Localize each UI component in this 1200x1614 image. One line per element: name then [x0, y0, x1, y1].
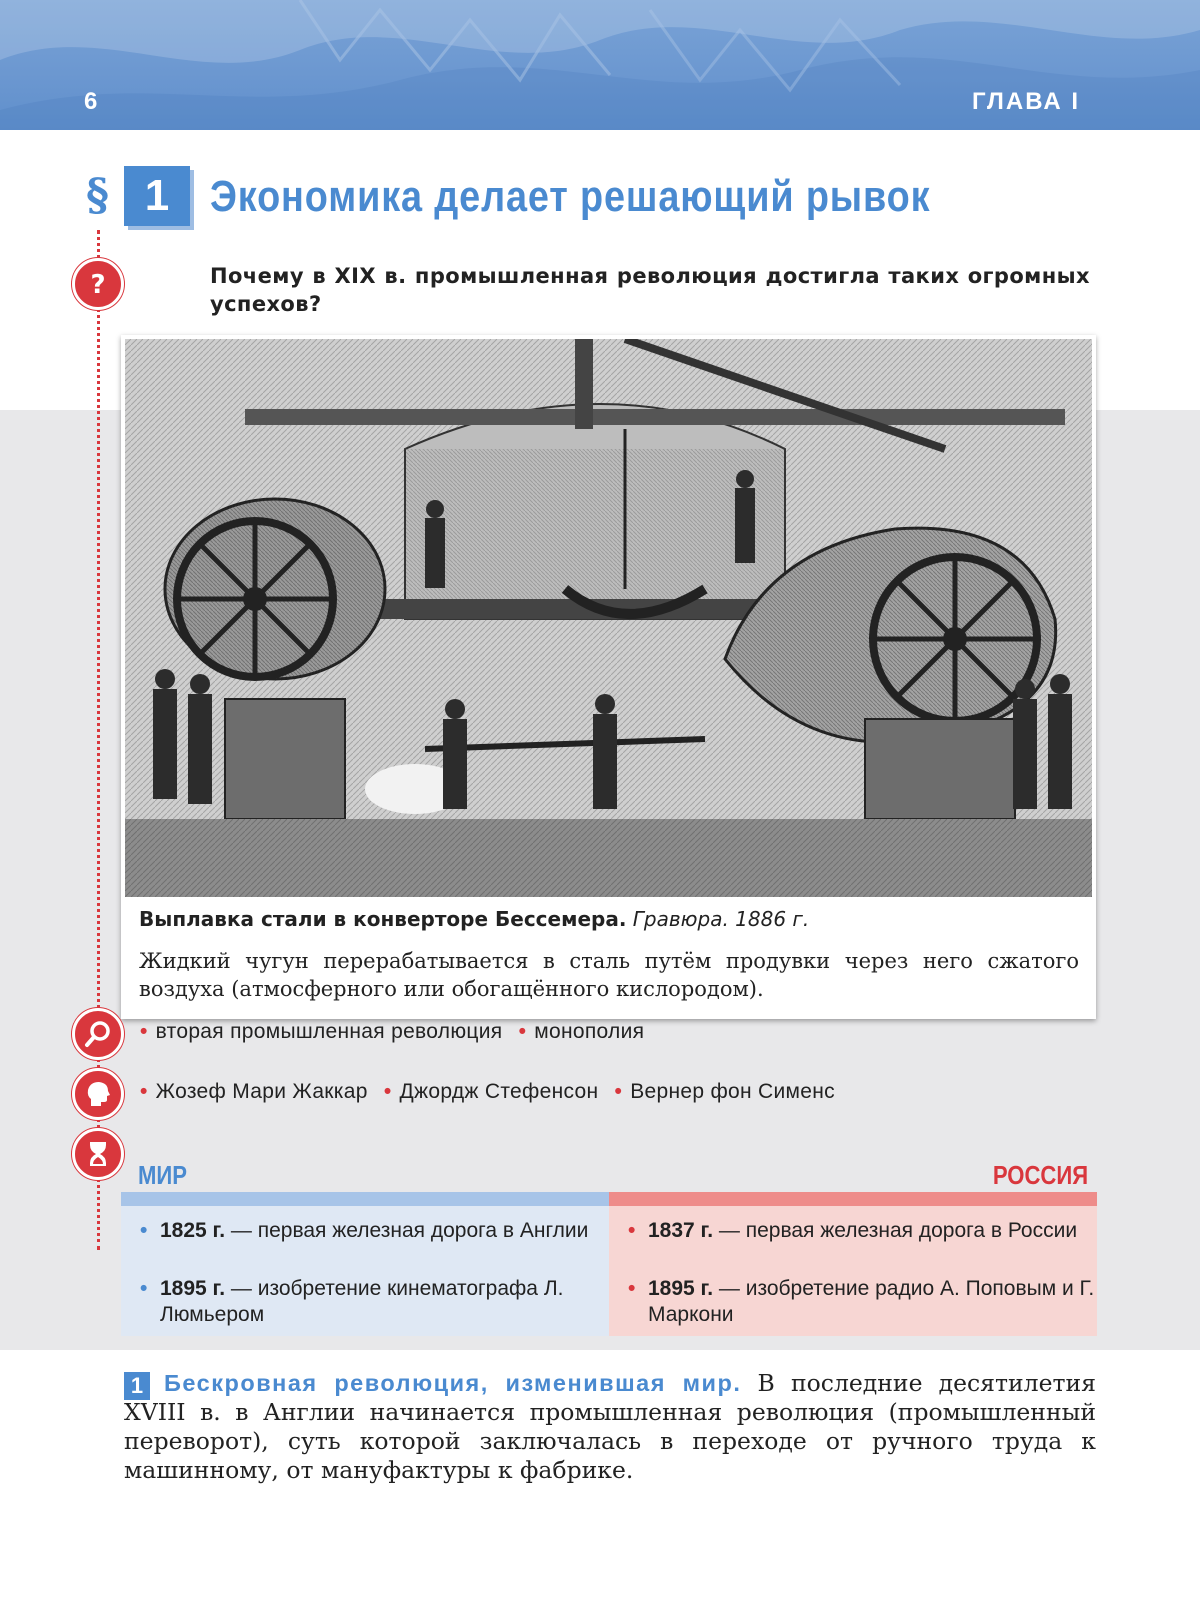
- bullet-dot: •: [140, 1219, 148, 1242]
- bullet-dot: •: [628, 1219, 636, 1242]
- figure-card: [121, 335, 1096, 1019]
- subsection-number: 1: [124, 1372, 150, 1400]
- lesson-question: Почему в XIX в. промышленная революция достигла таких огромных успехов?: [210, 264, 1090, 316]
- lesson-number: 1: [124, 166, 190, 226]
- bullet-dot: •: [614, 1080, 623, 1103]
- caption-meta: Гравюра. 1886 г.: [632, 907, 810, 931]
- timeline-year: 1895 г.: [648, 1277, 714, 1300]
- timeline-entry: [140, 1276, 620, 1328]
- section-sign: §: [86, 170, 110, 221]
- timeline-event: — первая железная дорога в Англии: [230, 1219, 589, 1242]
- bullet-dot: •: [383, 1080, 392, 1103]
- page-header: [0, 0, 1200, 130]
- chapter-label: ГЛАВА I: [972, 88, 1080, 115]
- timeline-event: — первая железная дорога в России: [718, 1219, 1078, 1242]
- body-text: В последние десятилетия XVIII в. в Англии начинается промышленная революция (промышленный переворот), суть которой заключалась в переходе от ручного труда к машинному, от мануфактуры к фабрике.: [124, 1369, 1096, 1484]
- timeline-world-label: МИР: [138, 1160, 188, 1190]
- figure-caption-title: [139, 907, 809, 931]
- bullet-dot: •: [140, 1080, 148, 1103]
- page-number: 6: [84, 88, 98, 115]
- caption-title-bold: Выплавка стали в конверторе Бессемера.: [139, 907, 627, 931]
- person-item: Вернер фон Сименс: [630, 1080, 835, 1103]
- body-paragraph: [124, 1369, 1096, 1485]
- bullet-dot: •: [518, 1020, 527, 1043]
- timeline-entry: [140, 1218, 620, 1244]
- timeline-year: 1837 г.: [648, 1219, 714, 1242]
- keyword-item: вторая промышленная революция: [155, 1020, 503, 1043]
- timeline-russia-bar: [609, 1192, 1097, 1206]
- timeline-event: — изобретение кинематографа Л. Люмьером: [160, 1277, 564, 1326]
- hourglass-icon: [72, 1128, 124, 1180]
- keyword-item: монополия: [534, 1020, 645, 1043]
- timeline-world-bar: [121, 1192, 609, 1206]
- head-profile-icon: [72, 1068, 124, 1120]
- timeline-event: — изобретение радио А. Поповым и Г. Маркони: [648, 1277, 1095, 1326]
- timeline-year: 1825 г.: [160, 1219, 226, 1242]
- bullet-dot: •: [140, 1020, 148, 1043]
- subsection-heading: Бескровная революция, изменившая мир.: [164, 1370, 742, 1396]
- person-item: Джордж Стефенсон: [399, 1080, 599, 1103]
- keywords-list: [140, 1020, 654, 1044]
- magnifier-icon: [72, 1008, 124, 1060]
- person-item: Жозеф Мари Жаккар: [155, 1080, 368, 1103]
- timeline-entry: [628, 1276, 1108, 1328]
- svg-text:?: ?: [90, 270, 106, 300]
- figure-caption-text: Жидкий чугун перерабатывается в сталь путём продувки через него сжатого воздуха (атмосферного или обогащённого кислородом).: [139, 949, 1079, 1001]
- timeline-year: 1895 г.: [160, 1277, 226, 1300]
- timeline-entry: [628, 1218, 1108, 1244]
- bullet-dot: •: [628, 1277, 636, 1300]
- bessemer-converter-engraving: [125, 339, 1092, 897]
- timeline-russia-label: РОССИЯ: [992, 1160, 1088, 1190]
- question-mark-icon: [72, 258, 124, 310]
- lesson-title: Экономика делает решающий рывок: [210, 172, 931, 221]
- bullet-dot: •: [140, 1277, 148, 1300]
- persons-list: [140, 1080, 845, 1104]
